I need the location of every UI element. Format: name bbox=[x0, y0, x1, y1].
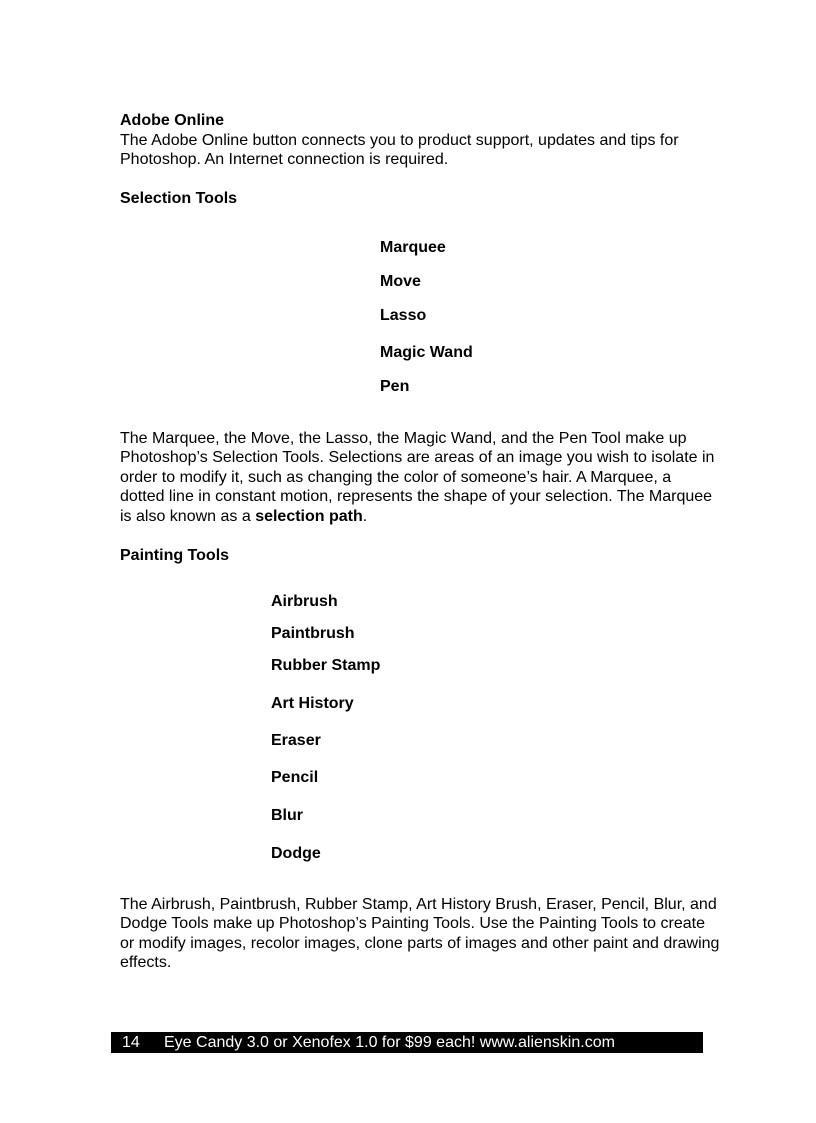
footer-bar bbox=[111, 1032, 703, 1053]
selection-tool-lasso: Lasso bbox=[380, 307, 427, 324]
painting-tool-rubber-stamp: Rubber Stamp bbox=[271, 657, 381, 674]
selection-tools-text: The Marquee, the Move, the Lasso, the Magic Wand, and the Pen Tool make up Photoshop’s Selection Tools. Selections are areas of an image you wish to isolate in order to modify it, such as changing the color of someone’s hair. A Marquee, a dotted line in constant motion, represents the shape of your selection. The Marquee is also known as a bbox=[120, 430, 715, 525]
painting-tools-heading: Painting Tools bbox=[120, 547, 230, 564]
selection-tools-heading: Selection Tools bbox=[120, 190, 238, 207]
painting-tools-paragraph: The Airbrush, Paintbrush, Rubber Stamp, Art History Brush, Eraser, Pencil, Blur, and Dodge Tools make up Photoshop’s Painting Tools. Use the Painting Tools to create or modify images, recolor images, clone parts of images and other paint and drawing effects. bbox=[120, 896, 720, 972]
painting-tool-airbrush: Airbrush bbox=[271, 593, 338, 610]
selection-tools-text-end: . bbox=[362, 507, 368, 525]
selection-path-term: selection path bbox=[255, 507, 363, 525]
painting-tool-blur: Blur bbox=[271, 807, 303, 824]
footer-text: Eye Candy 3.0 or Xenofex 1.0 for $99 each! www.alienskin.com bbox=[164, 1034, 615, 1051]
painting-tool-paintbrush: Paintbrush bbox=[271, 625, 355, 642]
page-number: 14 bbox=[122, 1034, 140, 1051]
painting-tool-eraser: Eraser bbox=[271, 732, 321, 749]
adobe-online-heading: Adobe Online bbox=[120, 112, 224, 129]
selection-tools-paragraph bbox=[120, 429, 720, 526]
painting-tool-pencil: Pencil bbox=[271, 769, 319, 786]
selection-tool-marquee: Marquee bbox=[380, 239, 446, 256]
selection-tool-pen: Pen bbox=[380, 378, 410, 395]
selection-tool-move: Move bbox=[380, 273, 421, 290]
selection-tool-magic-wand: Magic Wand bbox=[380, 344, 473, 361]
painting-tool-dodge: Dodge bbox=[271, 845, 321, 862]
painting-tool-art-history: Art History bbox=[271, 695, 354, 712]
adobe-online-paragraph: The Adobe Online button connects you to product support, updates and tips for Photoshop. An Internet connection is required. bbox=[120, 132, 679, 169]
